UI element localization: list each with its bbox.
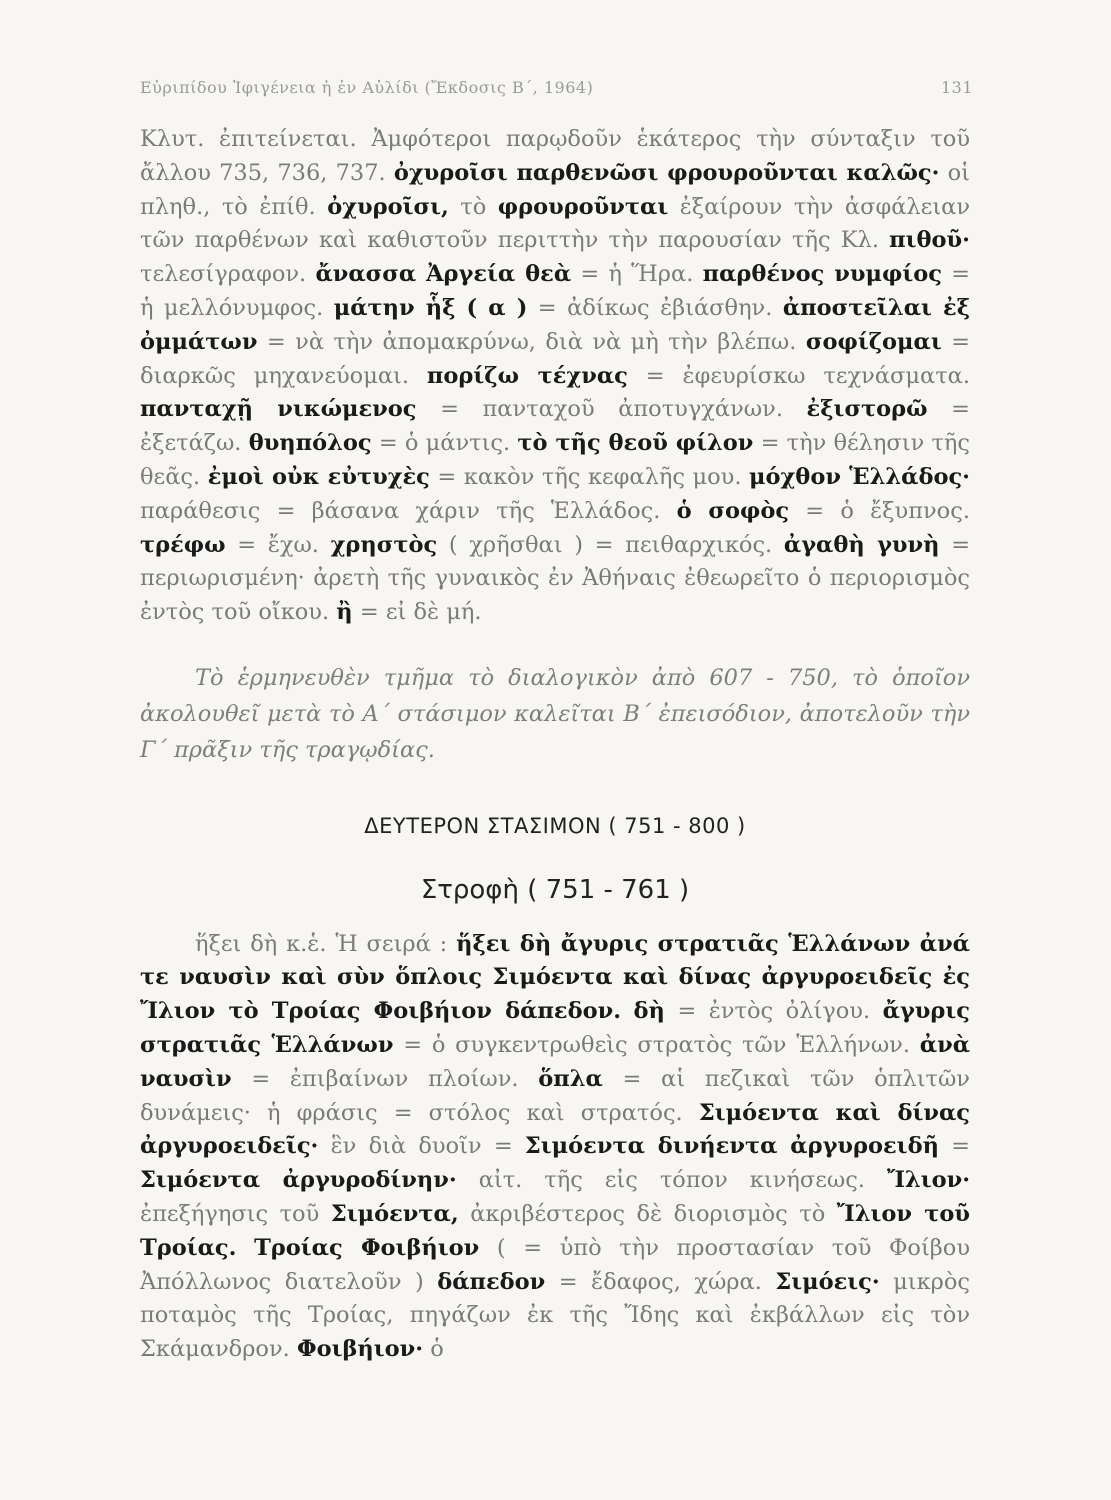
page-header <box>140 78 973 97</box>
strophe-title: Στροφὴ ( 751 - 761 ) <box>420 874 690 905</box>
commentary-paragraph-1: Κλυτ. ἐπιτείνεται. Ἀμφότεροι παρῳδοῦν ἑκάτερος τὴν σύνταξιν τοῦ ἄλλου 735, 736, 737. ὀχυροῖσι παρθενῶσι φρουροῦνται καλῶς· οἱ πληθ., τὸ ἐπίθ. ὀχυροῖσι, τὸ φρουροῦνται ἐξαίρουν τὴν ἀσφάλειαν τῶν παρθένων καὶ καθιστοῦν περιττὴν τὴν παρουσίαν τῆς Κλ. πιθοῦ· τελεσίγραφον. ἄνασσα Ἀργεία θεὰ = ἡ Ἥρα. παρθένος νυμφίος = ἡ μελλόνυμφος. μάτην ἧξ ( α ) = ἀδίκως ἐβιάσθην. ἀποστεῖλαι ἐξ ὀμμάτων = νὰ τὴν ἀπομακρύνω, διὰ νὰ μὴ τὴν βλέπω. σοφίζομαι = διαρκῶς μηχανεύομαι. πορίζω τέχνας = ἐφευρίσκω τεχνάσματα. πανταχῇ νικώμενος = πανταχοῦ ἀποτυγχάνων. ἐξιστορῶ = ἐξετάζω. θυηπόλος = ὁ μάντις. τὸ τῆς θεοῦ φίλον = τὴν θέλησιν τῆς θεᾶς. ἐμοὶ οὐκ εὐτυχὲς = κακὸν τῆς κεφαλῆς μου. μόχθον Ἑλλάδος· παράθεσις = βάσανα χάριν τῆς Ἑλλάδος. ὁ σοφὸς = ὁ ἔξυπνος. τρέφω = ἔχω. χρηστὸς ( χρῆσθαι ) = πειθαρχικός. ἀγαθὴ γυνὴ = περιωρισμένη· ἀρετὴ τῆς γυναικὸς ἐν Ἀθήναις ἐθεωρεῖτο ὁ περιορισμὸς ἐντὸς τοῦ οἴκου. ἢ = εἰ δὲ μή. <box>140 126 971 626</box>
episode-note: Τὸ ἑρμηνευθὲν τμῆμα τὸ διαλογικὸν ἀπὸ 607 - 750, τὸ ὁποῖον ἀκολουθεῖ μετὰ τὸ Α´ στάσιμον καλεῖται Β´ ἐπεισόδιον, ἀποτελοῦν τὴν Γ´ πρᾶξιν τῆς τραγῳδίας. <box>140 664 970 763</box>
running-title: Εὐριπίδου Ἰφιγένεια ἡ ἐν Αὐλίδι (Ἔκδοσις Β´, 1964) <box>140 78 594 97</box>
commentary-paragraph-2: ἥξει δὴ κ.ἑ. Ἡ σειρά : ἥξει δὴ ἄγυρις στρατιᾶς Ἑλλάνων ἀνά τε ναυσὶν καὶ σὺν ὅπλοις Σιμόεντα καὶ δίνας ἀργυροειδεῖς ἐς Ἴλιον τὸ Τροίας Φοιβήιον δάπεδον. δὴ = ἐντὸς ὀλίγου. ἄγυρις στρατιᾶς Ἑλλάνων = ὁ συγκεντρωθεὶς στρατὸς τῶν Ἑλλήνων. ἀνὰ ναυσὶν = ἐπιβαίνων πλοίων. ὅπλα = αἱ πεζικαὶ τῶν ὁπλιτῶν δυνάμεις· ἡ φράσις = στόλος καὶ στρατός. Σιμόεντα καὶ δίνας ἀργυροειδεῖς· ἓν διὰ δυοῖν = Σιμόεντα δινήεντα ἀργυροειδῆ = Σιμόεντα ἀργυροδίνην· αἰτ. τῆς εἰς τόπον κινήσεως. Ἴλιον· ἐπεξήγησις τοῦ Σιμόεντα, ἀκριβέστερος δὲ διορισμὸς τὸ Ἴλιον τοῦ Τροίας. Τροίας Φοιβήιον ( = ὑπὸ τὴν προστασίαν τοῦ Φοίβου Ἀπόλλωνος διατελοῦν ) δάπεδον = ἔδαφος, χώρα. Σιμόεις· μικρὸς ποταμὸς τῆς Τροίας, πηγάζων ἐκ τῆς Ἴδης καὶ ἐκβάλλων εἰς τὸν Σκάμανδρον. Φοιβήιον· ὁ <box>140 930 971 1363</box>
page-body <box>140 123 970 1367</box>
page-number: 131 <box>940 78 973 97</box>
section-title: ΔΕΥΤΕΡΟΝ ΣΤΑΣΙΜΟΝ ( 751 - 800 ) <box>364 813 746 838</box>
